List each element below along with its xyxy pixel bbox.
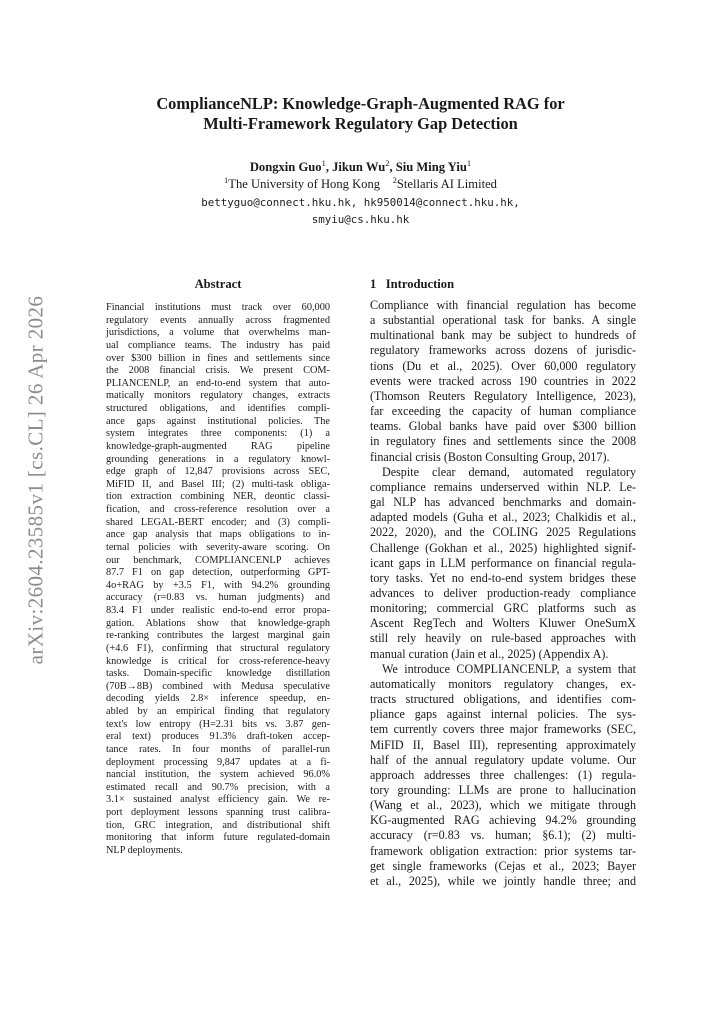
abstract-line: NLP deployments. bbox=[106, 844, 183, 856]
affiliation-mark: 1 bbox=[224, 174, 229, 185]
intro-line: framework obligation extraction: prior systems tar- bbox=[370, 843, 636, 858]
abstract-line: estimated recall and 90.7% precision, with a bbox=[106, 781, 330, 793]
intro-line: advances to deliver production-ready compliance bbox=[370, 585, 636, 600]
abstract-line: edge graph of 12,847 provisions across SEC, bbox=[106, 466, 330, 478]
intro-line: automatically monitors regulatory changes, ex- bbox=[370, 676, 636, 691]
affiliation: The University of Hong Kong bbox=[228, 177, 381, 191]
author-emails bbox=[80, 194, 641, 228]
abstract-line: ual compliance teams. The industry has paid bbox=[106, 339, 330, 351]
author-list: Dongxin Guo$^1$, Jikun Wu$^2$, Siu Ming Yiu$^1$ bbox=[249, 157, 472, 174]
intro-line: Despite clear demand, automated regulatory bbox=[382, 464, 636, 479]
author-name: Jikun Wu bbox=[332, 160, 386, 174]
abstract-line: knowledge-graph-augmented RAG pipeline bbox=[106, 440, 330, 452]
affiliation: Stellaris AI Limited bbox=[396, 177, 497, 191]
email-line: bettyguo@connect.hku.hk, hk950014@connect.hku.hk, bbox=[201, 196, 520, 209]
title-line-1: ComplianceNLP: Knowledge-Graph-Augmented RAG for bbox=[156, 94, 565, 113]
abstract-line: tance rates. In four months of parallel-run bbox=[106, 743, 330, 755]
abstract-body bbox=[106, 302, 330, 858]
intro-line: far exceeding the capacity of human compliance bbox=[370, 404, 636, 419]
abstract-line: ance gaps against institutional policies. The bbox=[106, 415, 330, 427]
affiliation-mark: 2 bbox=[392, 174, 397, 185]
abstract-line: gation. Ablations show that knowledge-graph bbox=[106, 617, 330, 629]
intro-line: a substantial operational task for banks. A single bbox=[370, 313, 636, 328]
intro-line: tem currently covers three major frameworks (SEC, bbox=[370, 722, 636, 737]
arxiv-identifier: arXiv:2604.23585v1 [cs.CL] 26 Apr 2026 bbox=[23, 295, 48, 665]
abstract-line: port deployment lessons spanning trust calibra- bbox=[106, 807, 330, 818]
intro-line: multinational bank may be subject to hundreds of bbox=[370, 328, 636, 343]
author-affiliation-mark: 1 bbox=[321, 157, 326, 168]
intro-line: gal NLP has advanced benchmarks and domain- bbox=[370, 495, 636, 510]
abstract-line: tasks. Domain-specific knowledge distillation bbox=[106, 668, 330, 680]
abstract-line: structured obligations, and identifies compli- bbox=[106, 403, 330, 414]
intro-line: adapted models (Guha et al., 2023; Chalkidis et al., bbox=[370, 510, 636, 525]
intro-line: compliance remains underserved within NLP. Le- bbox=[370, 479, 636, 494]
abstract-line: nancial institution, the system achieved 96.0% bbox=[106, 769, 330, 781]
intro-line: financial crisis (Boston Consulting Group, 2017). bbox=[370, 449, 610, 464]
abstract-line: system integrates three components: (1) a bbox=[106, 428, 330, 440]
intro-line: 2022, 2020), and the COLING 2025 Regulations bbox=[370, 525, 636, 540]
section-title: Introduction bbox=[385, 277, 455, 291]
intro-line: regulatory frameworks across dozens of jurisdic- bbox=[370, 343, 636, 358]
intro-line: still rely heavily on rule-based approaches with bbox=[370, 631, 636, 646]
intro-line: teams. Global banks have paid over $300 billion bbox=[370, 419, 636, 434]
abstract-line: (70B→8B) combined with Medusa speculative bbox=[106, 680, 330, 692]
abstract-line: fication, and cross-reference resolution over a bbox=[106, 504, 330, 515]
intro-line: Challenge (Gokhan et al., 2025) highlighted signif- bbox=[370, 540, 636, 555]
abstract-line: grounding generations in a regulatory knowl- bbox=[106, 453, 330, 465]
intro-line: tory grounding: LLMs are prone to hallucination bbox=[370, 783, 636, 797]
abstract-line: (+4.6 F1), confirming that structural regulatory bbox=[106, 642, 330, 654]
intro-line: events were tracked across 190 countries in 2022 bbox=[370, 373, 636, 388]
intro-line: (Wang et al., 2023), which we mitigate through bbox=[370, 798, 636, 813]
email-line: smyiu@cs.hku.hk bbox=[311, 213, 410, 226]
abstract-line: monitoring that inform future regulated-domain bbox=[106, 832, 330, 844]
abstract-line: matically monitors regulatory changes, extracts bbox=[106, 390, 330, 402]
intro-line: (Thomson Reuters Regulatory Intelligence, 2023), bbox=[370, 388, 636, 403]
abstract-line: jurisdictions, a volume that overwhelms man- bbox=[106, 327, 330, 339]
affiliations bbox=[80, 174, 641, 192]
abstract-line: decoding yields 2.8× inference speedup, en- bbox=[106, 693, 330, 705]
intro-line: KG-augmented RAG achieving 94.2% grounding bbox=[370, 813, 636, 828]
abstract-line: accuracy (r=0.83 vs. human judgments) and bbox=[106, 592, 330, 604]
intro-line: manual curation (Jain et al., 2025) (Appendix A). bbox=[370, 646, 609, 661]
author-name: Dongxin Guo bbox=[249, 160, 322, 174]
abstract-line: Financial institutions must track over 60,000 bbox=[106, 302, 330, 313]
section-number: 1 bbox=[370, 277, 377, 291]
abstract-line: 83.4 F1 under realistic end-to-end error propa- bbox=[106, 605, 330, 616]
abstract-line: 3.1× sustained analyst efficiency gain. We re- bbox=[106, 794, 330, 806]
abstract-line: re-ranking contributes the largest marginal gain bbox=[106, 630, 330, 642]
intro-line: et al., 2025), while we jointly handle three; and bbox=[370, 873, 636, 888]
abstract-line: our benchmark, COMPLIANCENLP achieves bbox=[106, 554, 330, 566]
abstract-line: regulatory events annually across fragmented bbox=[106, 314, 330, 326]
intro-line: Compliance with financial regulation has become bbox=[370, 298, 636, 312]
section-heading bbox=[370, 277, 454, 292]
abstract-line: ance gap analysis that maps obligations to in- bbox=[106, 529, 330, 541]
abstract-line: ternal policies with severity-aware scoring. On bbox=[106, 541, 330, 553]
abstract-line: over $300 billion in fines and settlements since bbox=[106, 352, 330, 364]
abstract-line: PLIANCENLP, an end-to-end system that auto- bbox=[106, 377, 330, 389]
abstract-line: shared LEGAL-BERT encoder; and (3) compli- bbox=[106, 516, 330, 528]
intro-line: monitoring; commercial GRC platforms such as bbox=[370, 601, 636, 616]
intro-line: tory tasks. Yet no end-to-end system bridges these bbox=[370, 570, 636, 585]
paper-title bbox=[80, 94, 641, 133]
intro-line: MiFID II, Basel III), representing approximately bbox=[370, 737, 636, 752]
intro-line: half of the annual regulatory update volume. Our bbox=[370, 752, 636, 767]
abstract-heading: Abstract bbox=[194, 277, 242, 291]
intro-line: Ascent RegTech and Wolters Kluwer OneSumX bbox=[370, 616, 636, 631]
intro-line: pliance gaps against internal policies. The sys- bbox=[370, 707, 636, 722]
abstract-line: text's low entropy (H=2.31 bits vs. 3.87 gen- bbox=[106, 718, 330, 730]
intro-line: tions (Du et al., 2025). Over 60,000 regulatory bbox=[370, 358, 636, 373]
intro-line: get single frameworks (Cejas et al., 2023; Bayer bbox=[370, 858, 636, 873]
abstract-line: tion, GRC integration, and distributional shift bbox=[106, 819, 330, 831]
author-affiliation-mark: 2 bbox=[385, 157, 390, 168]
abstract-line: 87.7 F1 on gap detection, outperforming GPT- bbox=[106, 567, 330, 579]
abstract-line: eral text) produces 91.3% draft-token accep- bbox=[106, 731, 330, 743]
title-line-2: Multi-Framework Regulatory Gap Detection bbox=[203, 113, 518, 133]
intro-line: We introduce COMPLIANCENLP, a system that bbox=[382, 661, 636, 676]
abstract-line: tion extraction combining NER, deontic classi- bbox=[106, 491, 330, 503]
author-name: Siu Ming Yiu bbox=[395, 160, 467, 174]
abstract-line: knowledge is critical for cross-reference-heavy bbox=[106, 655, 330, 667]
intro-line: accuracy (r=0.83 vs. human; §6.1); (2) multi- bbox=[370, 828, 636, 843]
abstract-line: the 2008 financial crisis. We present COM- bbox=[106, 365, 330, 377]
introduction-body bbox=[370, 298, 636, 889]
author-affiliation-mark: 1 bbox=[466, 157, 472, 168]
abstract-line: 4o+RAG by +3.5 F1, with 94.2% grounding bbox=[106, 579, 330, 591]
intro-line: tracts structured obligations, and identifies com- bbox=[370, 692, 636, 707]
intro-line: approach addresses three challenges: (1) regula- bbox=[370, 767, 636, 782]
intro-line: icant gaps in LLM performance on financial regula- bbox=[370, 555, 636, 570]
abstract-line: abled by an empirical finding that regulatory bbox=[106, 706, 330, 717]
abstract-line: deployment processing 9,847 updates at a fi- bbox=[106, 756, 330, 768]
intro-line: in regulatory fines and settlements since the 2008 bbox=[370, 434, 636, 449]
abstract-line: MiFID II, and Basel III; (2) multi-task obliga- bbox=[106, 478, 330, 490]
